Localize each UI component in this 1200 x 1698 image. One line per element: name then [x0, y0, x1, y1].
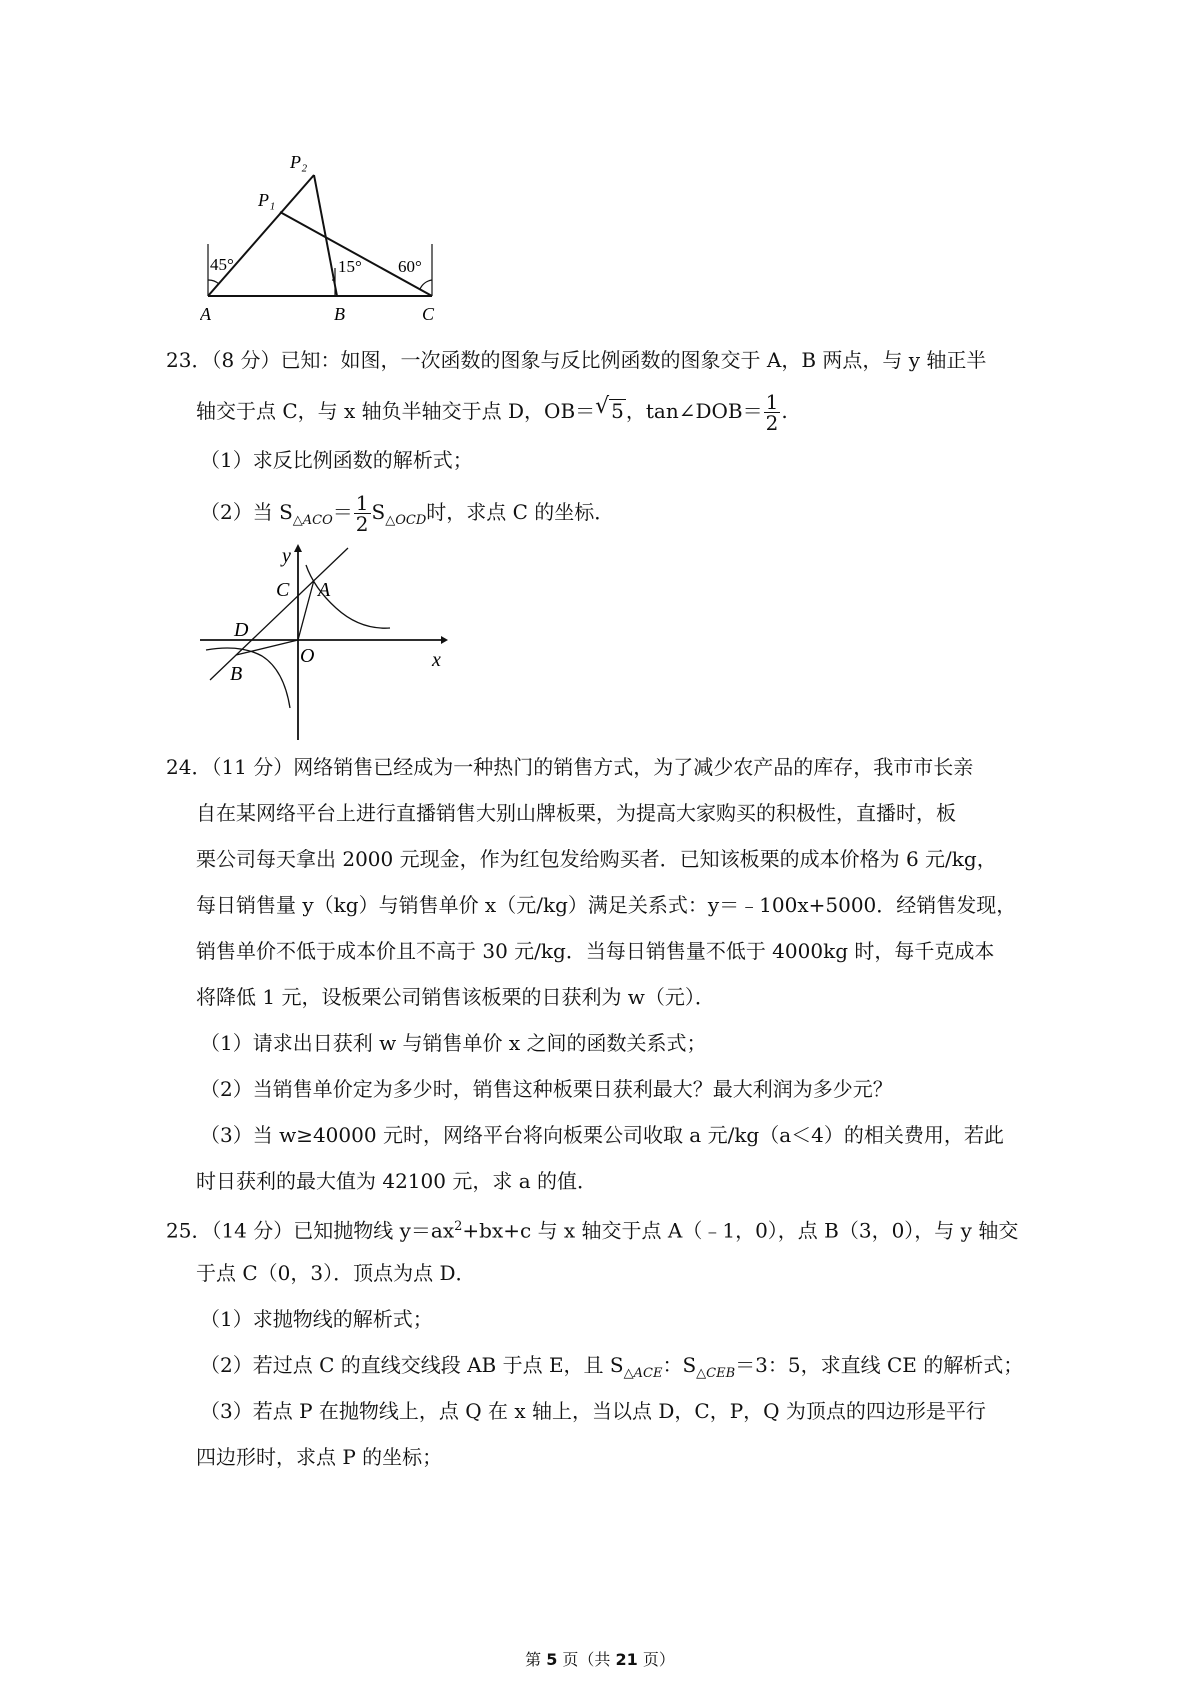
q25-line1b: +bx+c 与 x 轴交于点 A（﹣1，0），点 B（3，0），与 y 轴交 — [462, 1218, 1019, 1243]
footer-post: 页） — [637, 1650, 675, 1669]
q25-number: 25． — [166, 1218, 212, 1243]
footer-pre: 第 — [525, 1650, 547, 1669]
q24-line2-text: 自在某网络平台上进行直播销售大别山牌板栗，为提高大家购买的积极性，直播时，板 — [196, 801, 956, 825]
segment-p1-c — [280, 212, 432, 296]
q24-line2 — [196, 798, 956, 828]
label-p2: P₂ — [290, 152, 308, 172]
q23-sub2-post: 时，求点 C 的坐标． — [426, 500, 615, 524]
q24-line1 — [166, 752, 973, 782]
q25-line2-text: 于点 C（0，3）．顶点为点 D． — [196, 1261, 476, 1285]
q25-sub2-area1: △ACE — [623, 1366, 663, 1381]
q23-sub2-pre: （2）当 S — [200, 500, 293, 524]
q23-sub2 — [200, 493, 614, 536]
sqrt-five: √ 5 — [609, 399, 626, 422]
q25-line1a: 已知抛物线 y＝ax — [293, 1218, 455, 1243]
q25-line2 — [196, 1258, 476, 1288]
label-o: O — [300, 645, 315, 667]
q25-line1 — [166, 1212, 1018, 1246]
q23-sub2-area2: △OCD — [385, 513, 427, 528]
angle-label-b: 15° — [338, 257, 362, 276]
label-d2: D — [234, 619, 249, 641]
q25-exponent: 2 — [454, 1219, 463, 1234]
label-y: y — [282, 545, 291, 567]
q24-score: （11 分） — [211, 755, 294, 779]
q23-score: （8 分） — [211, 348, 281, 372]
q23-stem-end: . — [781, 399, 788, 423]
label-b2: B — [230, 663, 243, 685]
q24-line5 — [196, 936, 994, 966]
q24-line6 — [196, 982, 715, 1012]
q24-line4-text: 每日销售量 y（kg）与销售单价 x（元/kg）满足关系式：y＝﹣100x+5000．经销售发现， — [196, 893, 1017, 917]
q23-sub2-area1: △ACO — [292, 513, 333, 528]
q24-sub1 — [200, 1028, 707, 1058]
q24-sub3b-text: 时日获利的最大值为 42100 元，求 a 的值． — [196, 1169, 597, 1193]
q24-sub3b — [196, 1166, 597, 1196]
q23-number: 23． — [166, 348, 212, 372]
linear-function-line — [210, 548, 348, 680]
q23-stem-line1: 已知：如图，一次函数的图象与反比例函数的图象交于 A，B 两点，与 y 轴正半 — [280, 348, 987, 372]
q25-sub3a-text: （3）若点 P 在抛物线上，点 Q 在 x 轴上，当以点 D，C，P，Q 为顶点的四边形是平行 — [200, 1399, 986, 1423]
footer-mid: 页（共 — [557, 1650, 616, 1669]
q23-line2 — [196, 392, 788, 433]
segment-p2-b — [314, 175, 337, 296]
q25-score: （14 分） — [211, 1218, 294, 1243]
fraction-numerator: 1 — [765, 390, 779, 414]
label-a2: A — [318, 579, 331, 601]
label-x: x — [432, 649, 441, 671]
q24-sub1-text: （1）请求出日获利 w 与销售单价 x 之间的函数关系式； — [200, 1031, 707, 1055]
fraction-one-half — [764, 392, 781, 433]
label-c2: C — [276, 579, 290, 601]
fraction-one-half-2 — [354, 493, 371, 534]
coordinate-diagram — [196, 540, 456, 745]
q23-sub2-s2pre: S — [371, 500, 386, 524]
label-b: B — [334, 304, 345, 324]
q24-number: 24． — [166, 755, 212, 779]
q25-sub3b — [196, 1442, 442, 1472]
fraction-numerator-2: 1 — [355, 491, 369, 515]
coordinate-figure — [196, 540, 456, 745]
q24-sub2 — [200, 1074, 893, 1104]
q23-sub2-eq: ＝ — [332, 500, 353, 524]
label-a: A — [200, 304, 211, 324]
q25-sub1 — [200, 1304, 433, 1334]
footer-page-number: 5 — [546, 1650, 558, 1669]
q24-sub3a — [200, 1120, 1004, 1150]
q25-sub2 — [200, 1350, 1023, 1389]
q23-sub1-text: （1）求反比例函数的解析式； — [200, 448, 473, 472]
q24-line1-text: 网络销售已经成为一种热门的销售方式，为了减少农产品的库存，我市市长亲 — [293, 755, 974, 779]
label-c: C — [422, 304, 435, 324]
q24-line3-text: 栗公司每天拿出 2000 元现金，作为红包发给购买者．已知该板栗的成本价格为 6 元/kg， — [196, 847, 997, 871]
angle-label-c: 60° — [398, 257, 422, 276]
q25-sub2c: ＝3：5，求直线 CE 的解析式； — [735, 1353, 1024, 1377]
q23-sub1 — [200, 445, 473, 475]
fraction-denominator: 2 — [765, 411, 779, 435]
q23-stem-line2b: ，tan∠DOB＝ — [625, 399, 763, 423]
q25-sub3b-text: 四边形时，求点 P 的坐标； — [196, 1445, 443, 1469]
q25-sub2a: （2）若过点 C 的直线交线段 AB 于点 E，且 S — [200, 1353, 624, 1377]
y-axis-arrow-icon — [294, 544, 302, 552]
hyperbola-branch-third-quadrant — [206, 648, 290, 708]
angle-label-a: 45° — [210, 255, 234, 274]
q25-sub2-area2: △CEB — [696, 1366, 736, 1381]
footer-total-pages: 21 — [615, 1650, 638, 1669]
q24-sub2-text: （2）当销售单价定为多少时，销售这种板栗日获利最大？最大利润为多少元？ — [200, 1077, 893, 1101]
q23-line1 — [166, 345, 986, 375]
page-footer — [0, 1647, 1200, 1670]
angle-arc-c — [420, 280, 432, 289]
q25-sub1-text: （1）求抛物线的解析式； — [200, 1307, 433, 1331]
q25-sub3a — [200, 1396, 986, 1426]
segment-o-b — [236, 640, 298, 655]
q25-sub2b: ：S — [662, 1353, 697, 1377]
x-axis-arrow-icon — [441, 636, 448, 644]
q23-stem-line2a: 轴交于点 C，与 x 轴负半轴交于点 D，OB＝ — [196, 399, 596, 423]
triangle-figure — [200, 140, 460, 330]
q24-sub3a-text: （3）当 w≥40000 元时，网络平台将向板栗公司收取 a 元/kg（a＜4）的相关费用，若此 — [200, 1123, 1004, 1147]
q24-line3 — [196, 844, 997, 874]
label-p1: P₁ — [258, 190, 276, 210]
triangle-diagram — [200, 140, 460, 330]
angle-arc-a — [208, 280, 219, 284]
q24-line5-text: 销售单价不低于成本价且不高于 30 元/kg．当每日销售量不低于 4000kg 时，每千克成本 — [196, 939, 995, 963]
fraction-denominator-2: 2 — [355, 512, 369, 536]
q24-line6-text: 将降低 1 元，设板栗公司销售该板栗的日获利为 w（元）． — [196, 985, 715, 1009]
q24-line4 — [196, 890, 1016, 920]
